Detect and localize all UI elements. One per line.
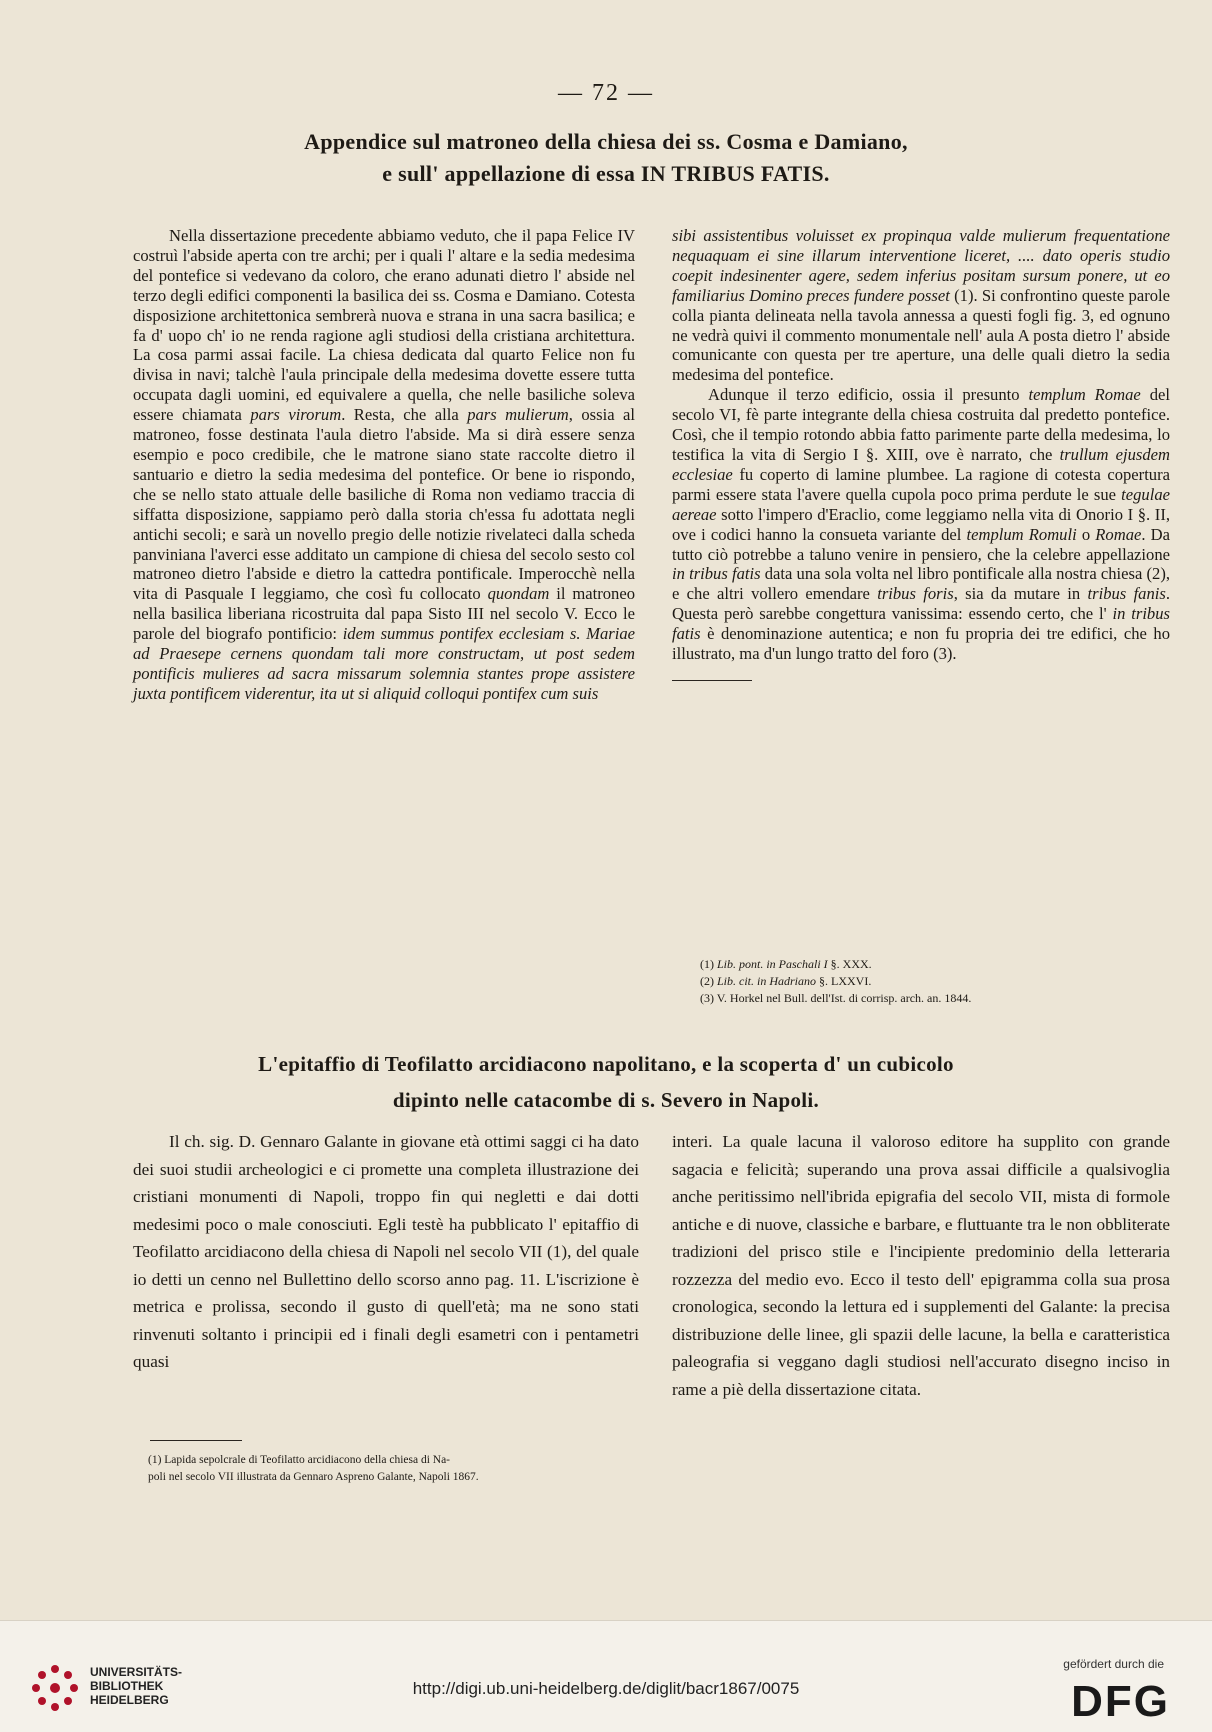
footnote-rule (672, 680, 752, 681)
paragraph (672, 385, 1170, 664)
text-run: pars mulierum (467, 405, 569, 425)
university-library-name: UNIVERSITÄTS- BIBLIOTHEK HEIDELBERG (90, 1665, 183, 1707)
text-run: . Questa però sarebbe congettura vanissima: essendo certo, che l' (672, 584, 1170, 624)
text-run: quondam (487, 584, 550, 604)
text-run: trullum ejusdem ecclesiae (672, 444, 1170, 484)
footnote-rule (150, 1440, 242, 1441)
footnote-section2 (148, 1452, 479, 1486)
text-run: o (1076, 524, 1096, 544)
section2-left-column (133, 1128, 639, 1376)
text-run: è denominazione autentica; e non fu propria dei tre edifici, che ho illustrato, ma d'un lungo tratto del foro (3). (672, 624, 1170, 664)
paragraph: Il ch. sig. D. Gennaro Galante in giovane età ottimi saggi ci ha dato dei suoi studii archeologici e ci promette una completa illustrazione dei cristiani monumenti di Napoli, troppo fin qui negletti e dai dotti medesimi poco o male conosciuti. Egli testè ha pubblicato l' epitaffio di Teofilatto arcidiacono della chiesa di Napoli nel secolo VII (1), del quale io detti un cenno nel Bullettino dello scorso anno pag. 11. L'iscrizione è metrica e prolissa, secondo il gusto di quell'età; ma ne sono stati rinvenuti soltanto i principii ed i finali degli esametri con i pentametri quasi (133, 1132, 639, 1371)
page-number: — 72 — (558, 80, 654, 106)
text-run: . Da tutto ciò potrebbe a taluno venire in pensiero, che la celebre appellazione (672, 524, 1171, 564)
text-run: templum Romuli (966, 524, 1077, 544)
footnote: poli nel secolo VII illustrata da Gennaro Aspreno Galante, Napoli 1867. (148, 1471, 479, 1483)
section2-right-column (672, 1128, 1170, 1403)
text-run: (1). Si confrontino queste parole colla pianta delineata nella tavola annessa a questi fogli fig. 3, ed ognuno ne vedrà quivi il commento monumentale nell' aula A posta dietro l' abside comunicante con questa per tre aperture, una delle quali dietro la sedia medesima del pontefice. (672, 285, 1170, 385)
text-run: in tribus fatis (672, 604, 1170, 644)
heading-line: L'epitaffio di Teofilatto arcidiacono napolitano, e la scoperta d' un cubicolo (258, 1052, 954, 1076)
footnote: (2) Lib. cit. in Hadriano §. LXXVI. (700, 974, 872, 988)
footnote: (1) Lapida sepolcrale di Teofilatto arcidiacono della chiesa di Na- (148, 1454, 451, 1466)
text-run: . Resta, che alla (341, 405, 468, 425)
text-run: sibi assistentibus voluisset ex propinqua valde mulierum frequentatione nequaquam ei sine illarum interventione liceret, .... dato operis studio coepit indesinenter agere, sedem inferius positam sursum ponere, ut eo familiarius Domino preces fundere posset (672, 226, 1170, 305)
dfg-logo: DFG (1071, 1677, 1170, 1726)
text-run: Nella dissertazione precedente abbiamo veduto, che il papa Felice IV costruì l'abside aperta con tre archi; per i quali l' altare e la sedia medesima del pontefice si vedevano da coloro, che erano adunati dietro l' abside nel terzo degli edifici componenti la basilica dei ss. Cosma e Damiano. Cotesta disposizione architettonica sembrerà nuova e strana in una sacra basilica; e fa d' uopo ch' io ne renda ragione agli studiosi della cristiana architettura. La cosa parmi assai facile. La chiesa dedicata dal quarto Felice non fu divisa in navi; talchè l'aula principale della medesima dovette essere tutta occupata dagli uomini, ed equivalere a quella, che nelle basiliche soleva essere chiamata (133, 226, 635, 425)
text-run: sotto l'impero d'Eraclio, come leggiamo nella vita di Onorio I §. II, ove i codici hanno la consueta variante del (672, 504, 1170, 544)
text-run: in tribus fatis (672, 564, 761, 584)
permalink-url[interactable]: http://digi.ub.uni-heidelberg.de/diglit/bacr1867/0075 (412, 1679, 800, 1698)
sponsor-label: gefördert durch die (1063, 1657, 1164, 1671)
paragraph (133, 226, 635, 704)
text-run: il matroneo nella basilica liberiana ricostruita dal papa Sisto III nel secolo V. Ecco le parole del biografo pontificio: (133, 584, 635, 644)
section-heading-2 (0, 1046, 1212, 1118)
text-run: templum Romae (1028, 385, 1141, 405)
paragraph (672, 226, 1170, 385)
text-run: , ossia al matroneo, fosse destinata l'aula dietro l'abside. Ma si dirà essere senza esempio e poco credibile, che le matrone siano state raccolte dietro il santuario e dietro la sedia medesima del pontefice. Or bene io rispondo, che se nello stato attuale delle basiliche di Roma non vediamo traccia di siffatta disposizione, sappiamo però dalla storia ch'essa fu adottata negli antichi secoli; e sarà un novello pregio delle notizie rivelateci dalla scheda panviniana l'averci esse additato un campione di chiesa del secolo sesto col matroneo dietro l'abside e dietro la cattedra pontificale. Imperocchè nella vita di Pasquale I leggiamo, che così fu collocato (133, 405, 636, 604)
text-run: fu coperto di lamine plumbee. La ragione di cotesta copertura parmi essere stata l'avere quella cupola poco prima perdute le sue (672, 464, 1170, 504)
text-run: idem summus pontifex ecclesiam s. Mariae ad Praesepe cernens quondam tali more constructam, ut post sedem pontificis mulieres ad sacra missarum solemnia stantes prope assistere juxta pontificem viderentur, ita ut si aliquid colloqui pontifex cum suis (133, 624, 635, 703)
heading-line: dipinto nelle catacombe di s. Severo in Napoli. (392, 1088, 820, 1112)
text-run: tribus fanis (1087, 584, 1166, 604)
text-run: Adunque il terzo edificio, ossia il presunto (708, 385, 1029, 405)
section-heading-1 (0, 126, 1212, 190)
text-run: tribus foris (877, 584, 954, 604)
heading-line: Appendice sul matroneo della chiesa dei ss. Cosma e Damiano, (304, 129, 908, 154)
text-run: , sia da mutare in (953, 584, 1088, 604)
digitization-footer (0, 1620, 1212, 1732)
text-run: Romae (1095, 524, 1142, 544)
footnotes-section1 (700, 956, 971, 1007)
text-run: del secolo VI, fè parte integrante della chiesa costruita dal predetto pontefice. Così, che il tempio rotondo abbia fatto parimente parte della medesima, lo testifica la vita di Sergio I §. XIII, ove è narrato, che (672, 385, 1171, 464)
text-run: pars virorum (250, 405, 342, 425)
text-run: data una sola volta nel libro pontificale alla nostra chiesa (2), e che altri vollero emendare (672, 564, 1170, 604)
footnote: (3) V. Horkel nel Bull. dell'Ist. di corrisp. arch. an. 1844. (700, 991, 972, 1005)
text-run: tegulae aereae (672, 484, 1170, 524)
section1-right-column (672, 226, 1170, 681)
footnote: (1) Lib. pont. in Paschali I §. XXX. (700, 957, 872, 971)
heading-line: e sull' appellazione di essa IN TRIBUS FATIS. (382, 161, 830, 186)
paragraph: interi. La quale lacuna il valoroso editore ha supplito con grande sagacia e felicità; superando una prova assai difficile a qualsivoglia anche peritissimo nell'ibrida epigrafia del secolo VII, mista di formole antiche e di nuove, classiche e barbare, e fluttuante tra le non obbliterate tradizioni del prisco stile e l'incipiente predominio della letteraria rozzezza del medio evo. Ecco il testo dell' epigramma colla sua prosa cronologica, secondo la lettura ed i supplementi del Galante: la precisa distribuzione delle linee, gli spazii delle lacune, la bella e caratteristica paleografia si veggano dagli studiosi nell'accurato disegno inciso in rame a piè della dissertazione citata. (672, 1132, 1170, 1399)
section1-left-column (133, 226, 635, 704)
